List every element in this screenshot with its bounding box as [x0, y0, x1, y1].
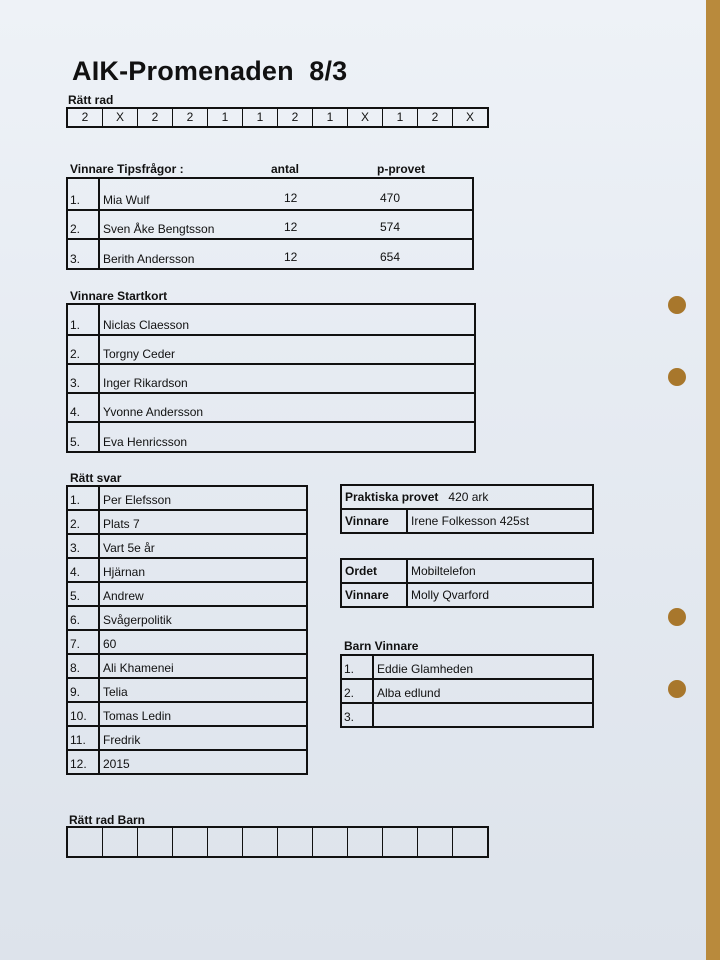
tips-col-antal: antal	[271, 162, 300, 176]
barn-label: Barn Vinnare	[344, 639, 419, 653]
row-number: 9.	[68, 679, 100, 701]
row-number: 1.	[68, 179, 100, 209]
ratt-rad-cell: 1	[242, 109, 277, 126]
table-row	[68, 421, 474, 451]
table-row	[68, 725, 306, 749]
row-number: 5.	[68, 583, 100, 605]
row-number: 3.	[342, 704, 374, 726]
row-number: 1.	[342, 656, 374, 678]
row-name: Per Elefsson	[103, 493, 172, 507]
barn-table	[340, 654, 594, 728]
row-number: 6.	[68, 607, 100, 629]
row-pprovet: 574	[380, 220, 401, 234]
table-row	[68, 209, 472, 238]
table-row	[68, 677, 306, 701]
row-name: Eva Henricsson	[103, 435, 188, 449]
row-name: Torgny Ceder	[103, 347, 176, 361]
barn-grid-cell	[102, 828, 137, 856]
table-row	[342, 702, 592, 726]
binder-hole	[668, 680, 686, 698]
row-name: Fredrik	[103, 733, 141, 747]
row-number: 5.	[68, 423, 100, 451]
row-name: Vart 5e år	[103, 541, 155, 555]
row-pprovet: 654	[380, 250, 401, 264]
row-number: 2.	[68, 511, 100, 533]
ratt-rad-cell: 1	[207, 109, 242, 126]
startkort-label: Vinnare Startkort	[70, 289, 168, 303]
table-row	[68, 533, 306, 557]
barn-grid-cell	[347, 828, 382, 856]
praktiska-winner-value: Irene Folkesson 425st	[411, 514, 530, 528]
row-number: 2.	[68, 211, 100, 238]
row-name: Ali Khamenei	[103, 661, 174, 675]
row-name: Svågerpolitik	[103, 613, 172, 627]
table-row	[68, 629, 306, 653]
table-row	[68, 701, 306, 725]
praktiska-box	[340, 484, 594, 534]
table-row	[68, 487, 306, 509]
row-antal: 12	[284, 191, 298, 205]
row-pprovet: 470	[380, 191, 401, 205]
ordet-box	[340, 558, 594, 608]
ratt-rad-cell: X	[102, 109, 137, 126]
barn-grid-cell	[137, 828, 172, 856]
ordet-winner-key: Vinnare	[342, 584, 408, 606]
table-row	[68, 305, 474, 334]
row-name: Yvonne Andersson	[103, 405, 204, 419]
tips-table	[66, 177, 474, 270]
table-row	[342, 678, 592, 702]
table-surface	[706, 0, 720, 960]
row-number: 2.	[68, 336, 100, 363]
ordet-winner-row	[342, 582, 592, 606]
row-name: Eddie Glamheden	[377, 662, 474, 676]
row-number: 3.	[68, 535, 100, 557]
row-number: 3.	[68, 240, 100, 268]
ratt-svar-label: Rätt svar	[70, 471, 122, 485]
row-name: Mia Wulf	[103, 193, 150, 207]
praktiska-winner-row	[342, 508, 592, 532]
row-number: 12.	[68, 751, 100, 773]
tips-label: Vinnare Tipsfrågor :	[70, 162, 184, 176]
barn-grid-cell	[242, 828, 277, 856]
row-name: Alba edlund	[377, 686, 441, 700]
barn-grid-cell	[312, 828, 347, 856]
ratt-rad-cell: 1	[312, 109, 347, 126]
barn-grid-cell	[207, 828, 242, 856]
row-name: Niclas Claesson	[103, 318, 190, 332]
row-name: Hjärnan	[103, 565, 146, 579]
row-name: Andrew	[103, 589, 144, 603]
barn-grid-cell	[172, 828, 207, 856]
row-name: Berith Andersson	[103, 252, 195, 266]
row-number: 1.	[68, 305, 100, 334]
table-row	[68, 605, 306, 629]
tips-col-pprovet: p-provet	[377, 162, 425, 176]
praktiska-key: Praktiska provet	[345, 490, 439, 504]
table-row	[342, 656, 592, 678]
ratt-rad-cell: 2	[137, 109, 172, 126]
binder-hole	[668, 368, 686, 386]
table-row	[68, 363, 474, 392]
row-name: Plats 7	[103, 517, 140, 531]
ratt-rad-cell: 2	[81, 110, 89, 124]
barn-grid-cell	[417, 828, 452, 856]
row-number: 10.	[68, 703, 100, 725]
row-number: 2.	[342, 680, 374, 702]
row-name: Inger Rikardson	[103, 376, 188, 390]
ratt-rad-cell: 1	[382, 109, 417, 126]
ratt-rad-label: Rätt rad	[68, 93, 114, 107]
table-row	[68, 581, 306, 605]
row-name: Tomas Ledin	[103, 709, 172, 723]
table-row	[68, 334, 474, 363]
praktiska-value: 420 ark	[448, 490, 489, 504]
ratt-rad-cell: X	[452, 109, 487, 126]
row-name: Telia	[103, 685, 128, 699]
row-antal: 12	[284, 250, 298, 264]
table-row	[68, 749, 306, 773]
row-number: 8.	[68, 655, 100, 677]
ratt-rad-barn-grid	[66, 826, 489, 858]
ratt-svar-table	[66, 485, 308, 775]
row-antal: 12	[284, 220, 298, 234]
row-number: 4.	[68, 394, 100, 421]
praktiska-winner-key: Vinnare	[342, 510, 408, 532]
table-row	[68, 509, 306, 533]
table-row	[68, 392, 474, 421]
table-row	[68, 557, 306, 581]
ordet-key: Ordet	[342, 560, 408, 582]
ordet-value: Mobiltelefon	[411, 564, 476, 578]
startkort-table	[66, 303, 476, 453]
table-row	[68, 179, 472, 209]
row-name	[374, 704, 377, 726]
table-row	[68, 653, 306, 677]
page-title: AIK-Promenaden 8/3	[72, 56, 348, 86]
table-row	[68, 238, 472, 268]
ratt-rad-cell: 2	[277, 109, 312, 126]
ratt-rad-grid	[66, 107, 489, 128]
binder-hole	[668, 296, 686, 314]
ratt-rad-barn-label: Rätt rad Barn	[69, 813, 146, 827]
ratt-rad-cell: 2	[172, 109, 207, 126]
row-number: 11.	[68, 727, 100, 749]
barn-grid-cell	[68, 828, 102, 856]
ordet-winner-value: Molly Qvarford	[411, 588, 490, 602]
ordet-row	[342, 560, 592, 582]
row-number: 3.	[68, 365, 100, 392]
barn-grid-cell	[277, 828, 312, 856]
praktiska-row	[342, 486, 592, 508]
row-name: 60	[103, 637, 117, 651]
ratt-rad-cell: 2	[417, 109, 452, 126]
row-name: Sven Åke Bengtsson	[103, 222, 215, 236]
ratt-rad-cell: X	[347, 109, 382, 126]
row-number: 1.	[68, 487, 100, 509]
barn-grid-cell	[382, 828, 417, 856]
row-number: 7.	[68, 631, 100, 653]
binder-hole	[668, 608, 686, 626]
row-number: 4.	[68, 559, 100, 581]
row-name: 2015	[103, 757, 130, 771]
barn-grid-cell	[452, 828, 487, 856]
